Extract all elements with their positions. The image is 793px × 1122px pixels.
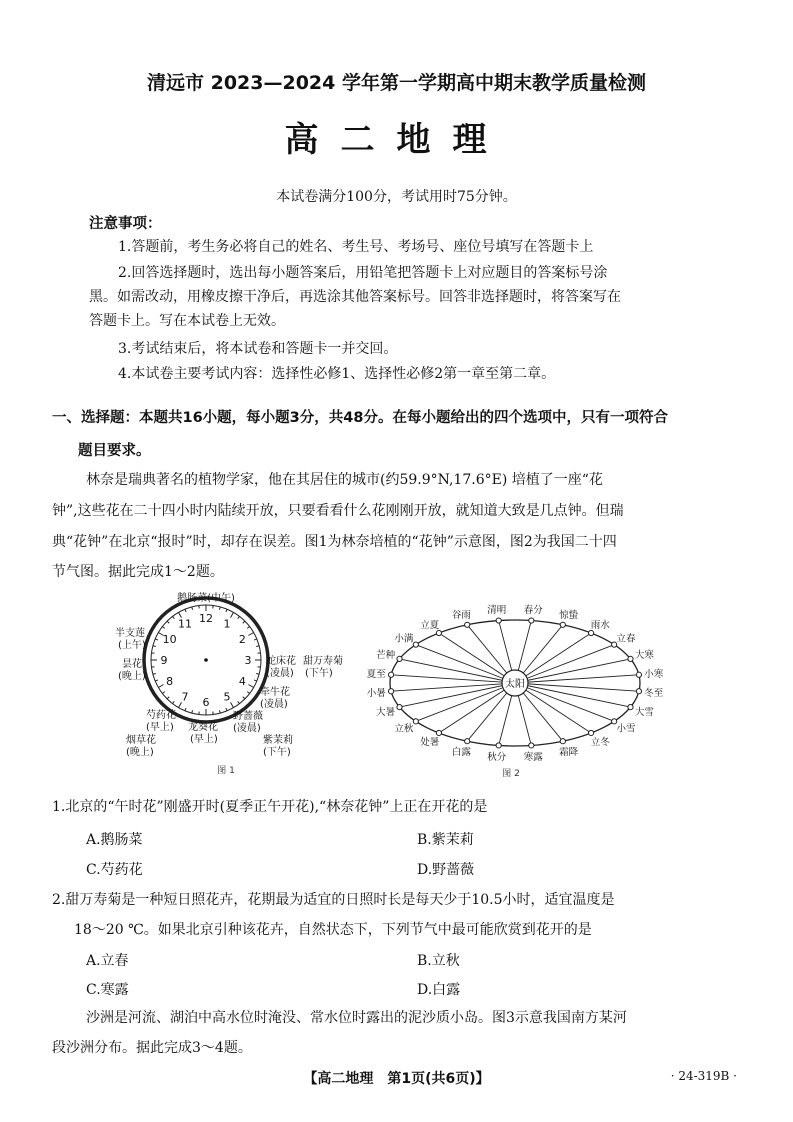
clock-tick	[247, 627, 249, 629]
term-dot	[436, 630, 441, 635]
clock-tick	[192, 607, 193, 610]
label-r2a: 甜万寿菊	[303, 656, 343, 667]
label-b2b: (早上)	[190, 734, 218, 745]
clock-tick	[238, 616, 240, 618]
clock-tick	[155, 639, 158, 640]
term-dot	[413, 642, 418, 647]
term-dot	[397, 656, 402, 661]
term-dot	[529, 743, 534, 748]
clock-tick	[167, 621, 169, 623]
solar-term-label: 大暑	[376, 706, 396, 718]
label-r4b: (凌晨)	[233, 723, 261, 734]
clock-number: 4	[238, 675, 246, 688]
clock-tick	[219, 607, 220, 610]
figure-solar-terms	[365, 600, 665, 778]
term-dot	[636, 689, 641, 694]
q1-option-d[interactable]: D.野蔷薇	[417, 862, 475, 878]
section-heading-cont: 题目要求。	[78, 443, 151, 459]
clock-tick	[153, 646, 156, 647]
label-b4a: 紫茉莉	[263, 735, 293, 746]
solar-term-label: 芒种	[376, 650, 396, 662]
clock-tick	[247, 692, 249, 694]
term-dot	[465, 622, 470, 627]
solar-term-label: 小雪	[616, 723, 636, 735]
label-b2a: 龙葵花	[188, 722, 218, 733]
clock-tick	[238, 701, 240, 703]
solar-term-label: 春分	[523, 605, 543, 617]
clock-number: 11	[178, 617, 192, 631]
clock-center	[204, 658, 208, 662]
term-dot	[560, 739, 565, 744]
clock-tick	[155, 680, 158, 681]
term-dot	[628, 656, 633, 661]
clock-tick	[158, 685, 163, 688]
solar-term-label: 小暑	[366, 688, 386, 700]
notice-line: 2.回答选择题时，选出每小题答案后，用铅笔把答题卡上对应题目的答案标号涂	[118, 265, 608, 281]
notice-line: 1.答题前，考生务必将自己的姓名、考生号、考场号、座位号填写在答题卡上	[118, 239, 594, 255]
passage-line: 段沙洲分布。据此完成3～4题。	[52, 1040, 252, 1056]
question-1-stem: 1.北京的“午时花”刚盛开时(夏季正午开花),“林奈花钟”上正在开花的是	[52, 799, 488, 815]
question-2-stem-cont: 18～20 ℃。如果北京引种该花卉，自然状态下，下列节气中最可能欣赏到花开的是	[74, 922, 592, 938]
solar-term-label: 小寒	[644, 668, 664, 680]
label-b1a: 芍药花	[146, 710, 176, 721]
solar-term-label: 惊蛰	[559, 610, 579, 622]
sun-label: 太阳	[505, 679, 525, 690]
term-dot	[465, 739, 470, 744]
clock-number: 8	[166, 675, 174, 688]
term-dot	[560, 622, 565, 627]
clock-number: 3	[244, 654, 252, 667]
solar-term-label: 夏至	[366, 668, 386, 680]
clock-number: 7	[181, 690, 189, 704]
term-dot	[588, 730, 593, 735]
clock-tick	[162, 627, 164, 629]
term-dot	[397, 705, 402, 710]
term-dot	[436, 730, 441, 735]
label-l1b: (上午)	[118, 640, 146, 651]
clock-tick	[226, 708, 227, 711]
solar-term-label: 大寒	[634, 650, 654, 662]
clock-tick	[231, 702, 234, 707]
clock-tick	[167, 697, 169, 699]
clock-tick	[185, 708, 186, 711]
term-dot	[628, 705, 633, 710]
term-dot	[496, 618, 501, 623]
label-l2a: 昙花	[122, 659, 142, 670]
clock-tick	[192, 710, 193, 713]
figure2-caption: 图 2	[502, 769, 520, 779]
clock-tick	[243, 697, 245, 699]
figure1-caption: 图 1	[217, 766, 235, 776]
exam-title: 清远市 2023—2024 学年第一学期高中期末教学质量检测	[147, 72, 646, 94]
solar-term-label: 小满	[394, 633, 414, 645]
q1-option-a[interactable]: A.鹅肠菜	[86, 832, 143, 848]
clock-tick	[256, 673, 259, 674]
question-2-stem: 2.甜万寿菊是一种短日照花卉，花期最为适宜的日照时长是每天少于10.5小时，适宜温度是	[52, 892, 615, 908]
clock-number: 1	[223, 617, 231, 631]
clock-number: 5	[223, 690, 231, 704]
notice-line: 4.本试卷主要考试内容：选择性必修1、选择性必修2第一章至第二章。	[118, 366, 556, 382]
clock-tick	[219, 710, 220, 713]
solar-term-label: 清明	[487, 605, 507, 617]
term-dot	[496, 743, 501, 748]
clock-number: 12	[199, 612, 213, 625]
term-dot	[388, 672, 393, 677]
clock-tick	[226, 609, 227, 612]
label-b1b: (早上)	[146, 722, 174, 733]
notice-line: 黑。如需改动，用橡皮擦干净后，再选涂其他答案标号。回答非选择题时，将答案写在	[89, 289, 621, 305]
exam-intro: 本试卷满分100分，考试用时75分钟。	[276, 189, 517, 205]
label-r3b: (凌晨)	[260, 699, 288, 710]
clock-number: 10	[162, 633, 177, 646]
passage-line: 沙洲是河流、湖泊中高水位时淹没、常水位时露出的泥沙质小岛。图3示意我国南方某河	[86, 1010, 627, 1026]
label-r2b: (下午)	[305, 668, 333, 679]
q1-option-b[interactable]: B.紫茉莉	[417, 832, 474, 848]
clock-tick	[162, 692, 164, 694]
label-b4b: (下午)	[263, 747, 291, 758]
clock-tick	[243, 621, 245, 623]
passage-line: 林奈是瑞典著名的植物学家，他在其居住的城市(约59.9°N,17.6°E) 培植了一座“花	[86, 472, 603, 488]
clock-tick	[256, 646, 259, 647]
q2-option-c[interactable]: C.寒露	[86, 982, 129, 998]
q2-option-d[interactable]: D.白露	[417, 982, 461, 998]
term-dot	[636, 672, 641, 677]
label-l2b: (晚上)	[118, 671, 146, 682]
label-b3b: (晚上)	[126, 747, 154, 758]
clock-number: 2	[238, 633, 246, 646]
label-b3a: 烟草花	[126, 735, 156, 746]
solar-term-label: 雨水	[590, 619, 610, 631]
passage-line: 钟”,这些花在二十四小时内陆续开放，只要看看什么花刚刚开放，就知道大致是几点钟。但瑞	[52, 503, 624, 519]
notice-line: 答题卡上。写在本试卷上无效。	[89, 313, 285, 329]
clock-tick	[185, 609, 186, 612]
solar-term-label: 白露	[451, 746, 471, 758]
label-r1a: 蛇床花	[266, 656, 296, 667]
page-footer: 【高二地理 第1页(共6页)】	[303, 1071, 490, 1087]
passage-line: 节气图。据此完成1～2题。	[52, 564, 224, 580]
solar-term-label: 霜降	[559, 746, 579, 758]
solar-term-label: 处暑	[420, 737, 440, 749]
solar-term-label: 冬至	[644, 688, 664, 700]
clock-tick	[248, 685, 253, 688]
term-dot	[588, 630, 593, 635]
solar-term-label: 立春	[616, 633, 636, 645]
solar-term-label: 立冬	[590, 737, 610, 749]
clock-tick	[248, 633, 253, 636]
clock-tick	[153, 673, 156, 674]
paper-code: · 24-319B ·	[670, 1069, 737, 1083]
clock-tick	[254, 680, 257, 681]
q2-option-b[interactable]: B.立秋	[417, 953, 460, 969]
notice-heading: 注意事项：	[89, 216, 162, 232]
label-r4a: 野蔷薇	[233, 711, 263, 722]
q1-option-c[interactable]: C.芍药花	[86, 862, 143, 878]
label-r3a: 牵牛花	[260, 687, 290, 698]
solar-term-label: 立夏	[420, 619, 440, 631]
subject-title: 高二地理	[284, 120, 509, 160]
solar-term-label: 谷雨	[451, 610, 471, 622]
clock-tick	[254, 639, 257, 640]
solar-term-label: 寒露	[523, 751, 543, 763]
solar-term-label: 秋分	[487, 751, 507, 763]
label-top: 鹅肠菜(中午)	[177, 593, 235, 604]
passage-line: 典“花钟”在北京“报时”时，却存在误差。图1为林奈培植的“花钟”示意图，图2为我国二十四	[52, 534, 617, 550]
q2-option-a[interactable]: A.立春	[86, 953, 129, 969]
clock-number: 9	[160, 654, 168, 667]
term-dot	[529, 618, 534, 623]
clock-tick	[173, 701, 175, 703]
term-dot	[388, 689, 393, 694]
section-heading: 一、选择题：本题共16小题，每小题3分，共48分。在每小题给出的四个选项中，只有一项符合	[52, 410, 668, 426]
label-l1a: 半支莲	[115, 628, 145, 639]
solar-term-label: 立秋	[394, 723, 414, 735]
clock-tick	[231, 612, 234, 617]
term-dot	[413, 719, 418, 724]
label-r1b: (凌晨)	[266, 668, 294, 679]
clock-tick	[173, 616, 175, 618]
notice-line: 3.考试结束后，将本试卷和答题卡一并交回。	[118, 341, 398, 357]
figure-flower-clock	[108, 590, 343, 776]
solar-term-label: 大雪	[634, 706, 654, 718]
clock-number: 6	[202, 696, 210, 709]
